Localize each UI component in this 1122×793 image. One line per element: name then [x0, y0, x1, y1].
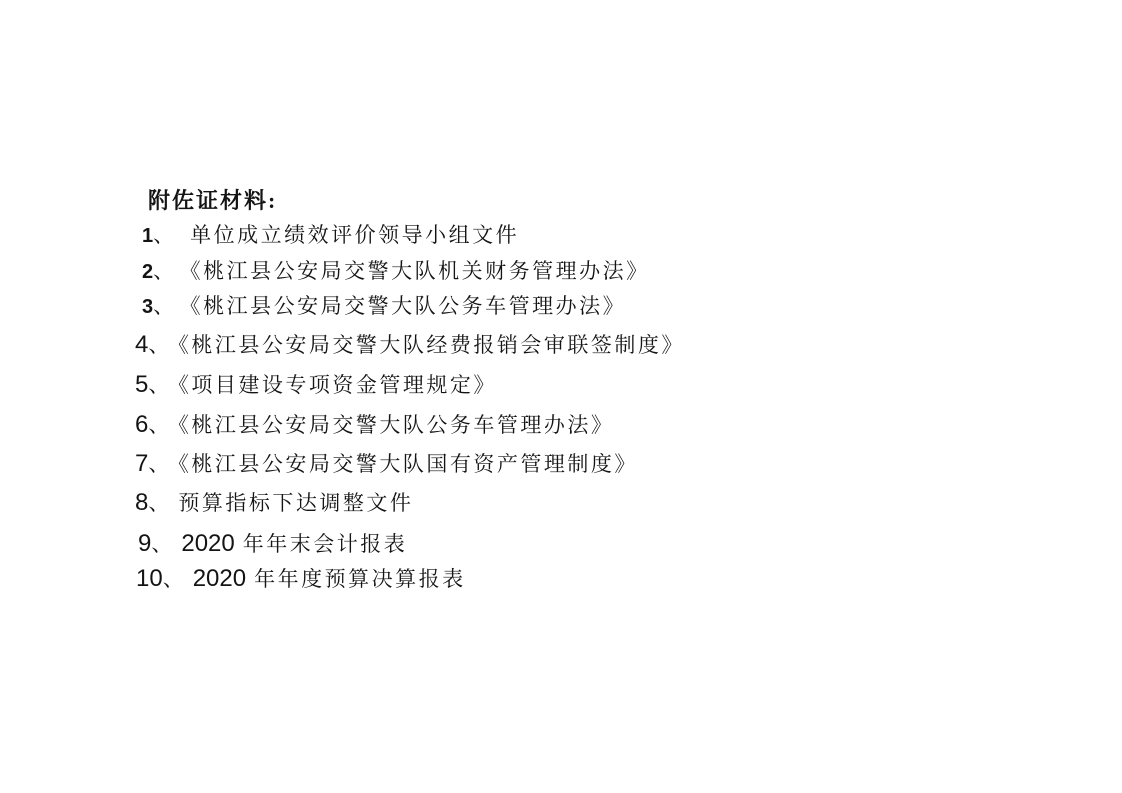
list-item [142, 290, 626, 320]
list-item [142, 255, 650, 285]
item-separator: 、 [153, 259, 175, 283]
list-item [135, 448, 638, 478]
item-number: 9 [138, 530, 152, 557]
item-text: 《项目建设专项资金管理规定》 [178, 373, 497, 397]
list-item [135, 487, 413, 517]
item-text: 年年度预算决算报表 [254, 567, 466, 591]
item-separator: 、 [148, 491, 170, 515]
item-text: 《桃江县公安局交警大队经费报销会审联签制度》 [178, 333, 685, 357]
list-item [136, 563, 466, 593]
item-year: 2020 [192, 565, 247, 592]
list-item [135, 409, 614, 439]
item-separator: 、 [148, 413, 170, 437]
item-number: 6 [135, 411, 149, 438]
item-text: 预算指标下达调整文件 [178, 491, 414, 515]
item-separator: 、 [153, 223, 175, 247]
item-text: 单位成立绩效评价领导小组文件 [190, 223, 520, 247]
list-item [135, 329, 685, 359]
item-number: 1 [142, 225, 154, 247]
item-year: 2020 [181, 530, 235, 557]
item-number: 8 [135, 489, 149, 516]
item-text: 《桃江县公安局交警大队公务车管理办法》 [190, 294, 627, 318]
item-number: 10 [136, 565, 163, 592]
list-item [135, 369, 497, 399]
item-number: 3 [142, 296, 154, 318]
item-separator: 、 [148, 333, 170, 357]
item-number: 2 [142, 261, 154, 283]
item-text: 《桃江县公安局交警大队国有资产管理制度》 [178, 452, 638, 476]
item-number: 5 [135, 371, 149, 398]
item-separator: 、 [151, 532, 173, 556]
attachment-materials-heading: 附佐证材料: [148, 188, 278, 213]
item-separator: 、 [153, 294, 175, 318]
item-separator: 、 [162, 567, 184, 591]
item-text: 《桃江县公安局交警大队机关财务管理办法》 [190, 259, 650, 283]
list-item [142, 219, 519, 249]
item-separator: 、 [148, 373, 170, 397]
list-item [138, 528, 407, 558]
item-separator: 、 [148, 452, 170, 476]
item-number: 7 [135, 450, 149, 477]
item-number: 4 [135, 331, 149, 358]
item-text: 年年末会计报表 [242, 532, 408, 556]
item-text: 《桃江县公安局交警大队公务车管理办法》 [178, 413, 615, 437]
